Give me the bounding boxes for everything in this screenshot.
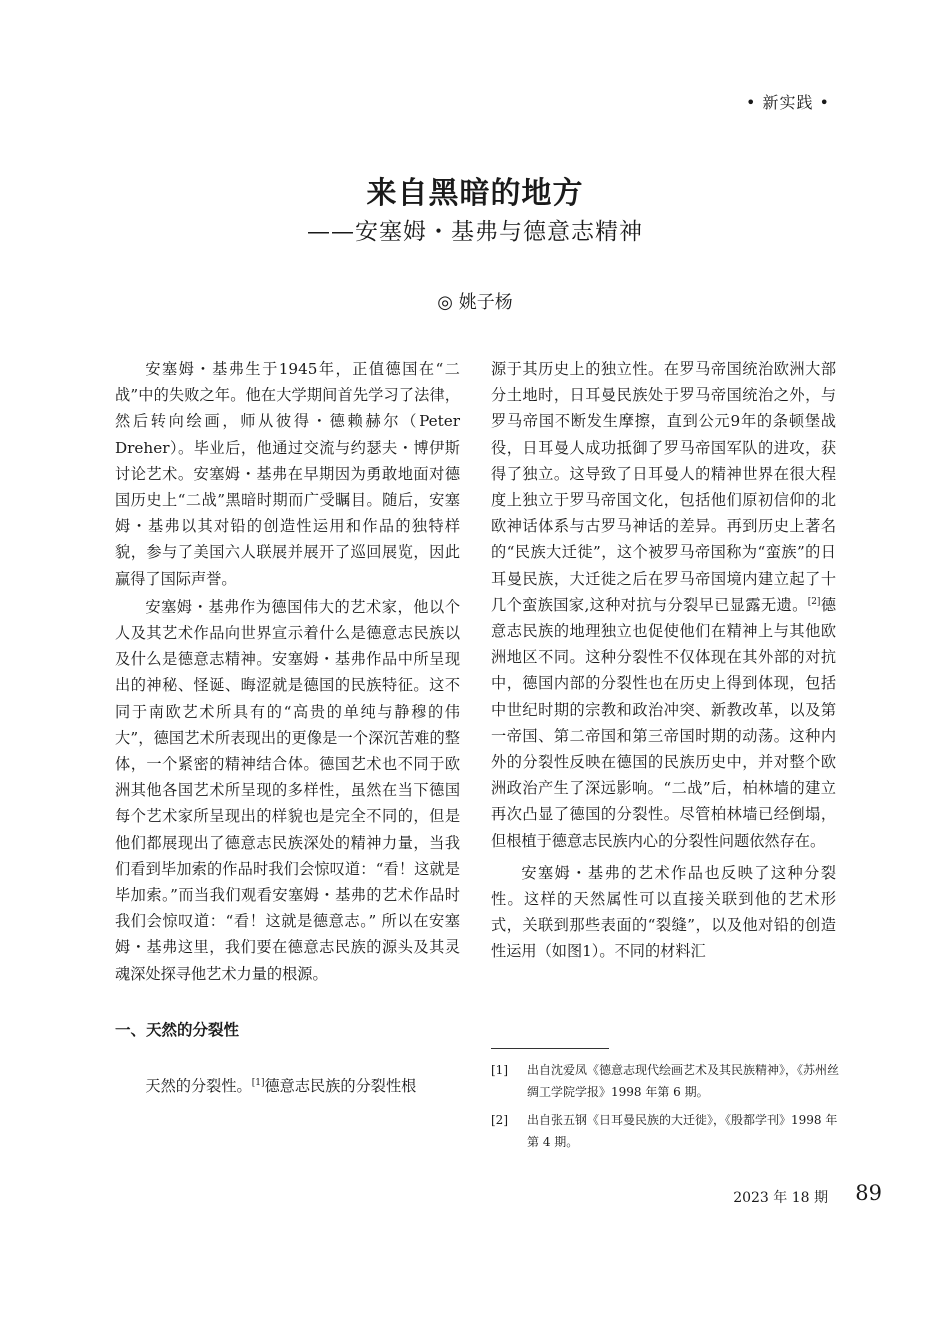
footnote bbox=[491, 1059, 841, 1103]
section-tag: • 新实践 • bbox=[745, 93, 830, 112]
paragraph-text: 德意志民族的分裂性根 bbox=[264, 1076, 417, 1095]
body-paragraph: 安塞姆・基弗生于1945年，正值德国在“二战”中的失败之年。他在大学期间首先学习了法律，然后转向绘画，师从彼得・德赖赫尔（Peter Dreher）。毕业后，他通过交流与约瑟夫・博伊斯讨论艺术。安塞姆・基弗在早期因为勇敢地面对德国历史上“二战”黑暗时期而广受瞩目。随后，安塞姆・基弗以其对铅的创造性运用和作品的独特样貌，参与了美国六人联展并展开了巡回展览，因此赢得了国际声誉。 bbox=[115, 360, 460, 588]
body-paragraph: 安塞姆・基弗作为德国伟大的艺术家，他以个人及其艺术作品向世界宣示着什么是德意志民族以及什么是德意志精神。安塞姆・基弗作品中所呈现出的神秘、怪诞、晦涩就是德国的民族特征。这不同于南欧艺术所具有的“高贵的单纯与静穆的伟大”，德国艺术所表现出的更像是一个深沉苦难的整体，一个紧密的精神结合体。德国艺术也不同于欧洲其他各国艺术所呈现的多样性，虽然在当下德国每个艺术家所呈现出的样貌也是完全不同的，但是他们都展现出了德意志民族深处的精神力量，当我们看到毕加索的作品时我们会惊叹道：“看！这就是毕加索。”而当我们观看安塞姆・基弗的艺术作品时我们会惊叹道：“看！这就是德意志。” 所以在安塞姆・基弗这里，我们要在德意志民族的源头及其灵魂深处探寻他艺术力量的根源。 bbox=[115, 597, 460, 983]
paragraph-text: 德意志民族的地理独立也促使他们在精神上与其他欧洲地区不同。这种分裂性不仅体现在其外部的对抗中，德国内部的分裂性也在历史上得到体现，包括中世纪时期的宗教和政治冲突、新教改革，以及第一帝国、第二帝国和第三帝国时期的动荡。这种内外的分裂性反映在德国的民族历史中，并对整个欧洲政治产生了深远影响。“二战”后，柏林墙的建立再次凸显了德国的分裂性。尽管柏林墙已经倒塌，但根植于德意志民族内心的分裂性问题依然存在。 bbox=[491, 595, 837, 850]
issue-label: 2023 年 18 期 bbox=[733, 1190, 828, 1206]
body-paragraph bbox=[491, 356, 836, 854]
footnote-divider bbox=[491, 1048, 609, 1049]
body-paragraph bbox=[115, 1073, 460, 1099]
article-title: 来自黑暗的地方 bbox=[366, 176, 584, 211]
right-column bbox=[491, 356, 836, 965]
section-heading: 一、天然的分裂性 bbox=[115, 1019, 240, 1039]
page-number: 89 bbox=[855, 1181, 882, 1205]
footnote-ref: [1] bbox=[251, 1077, 265, 1088]
left-column bbox=[115, 356, 460, 1099]
footnote bbox=[491, 1109, 841, 1153]
footnote-number: [2] bbox=[491, 1113, 508, 1127]
footnotes bbox=[491, 1059, 841, 1159]
footnote-number: [1] bbox=[491, 1063, 508, 1077]
article-author: ◎ 姚子杨 bbox=[437, 292, 513, 313]
article-subtitle: ——安塞姆・基弗与德意志精神 bbox=[307, 219, 643, 245]
footnote-ref: [2] bbox=[807, 596, 821, 607]
paragraph-text: 天然的分裂性。 bbox=[145, 1076, 252, 1095]
footnote-text: 出自沈爱凤《德意志现代绘画艺术及其民族精神》，《苏州丝绸工学院学报》1998 年第 6 期。 bbox=[527, 1063, 840, 1099]
footnote-text: 出自张五钢《日耳曼民族的大迁徙》，《殷都学刊》1998 年第 4 期。 bbox=[527, 1113, 838, 1149]
body-paragraph: 安塞姆・基弗的艺术作品也反映了这种分裂性。这样的天然属性可以直接关联到他的艺术形式，关联到那些表面的“裂缝”，以及他对铅的创造性运用（如图1）。不同的材料汇 bbox=[491, 863, 836, 961]
paragraph-text: 源于其历史上的独立性。在罗马帝国统治欧洲大部分土地时，日耳曼民族处于罗马帝国统治之外，与罗马帝国不断发生摩擦，直到公元9年的条顿堡战役，日耳曼人成功抵御了罗马帝国军队的进攻，获得了独立。这导致了日耳曼人的精神世界在很大程度上独立于罗马帝国文化，包括他们原初信仰的北欧神话体系与古罗马神话的差异。再到历史上著名的“民族大迁徙”，这个被罗马帝国称为“蛮族”的日耳曼民族，大迁徙之后在罗马帝国境内建立起了十几个蛮族国家,这种对抗与分裂早已显露无遗。 bbox=[491, 360, 836, 614]
